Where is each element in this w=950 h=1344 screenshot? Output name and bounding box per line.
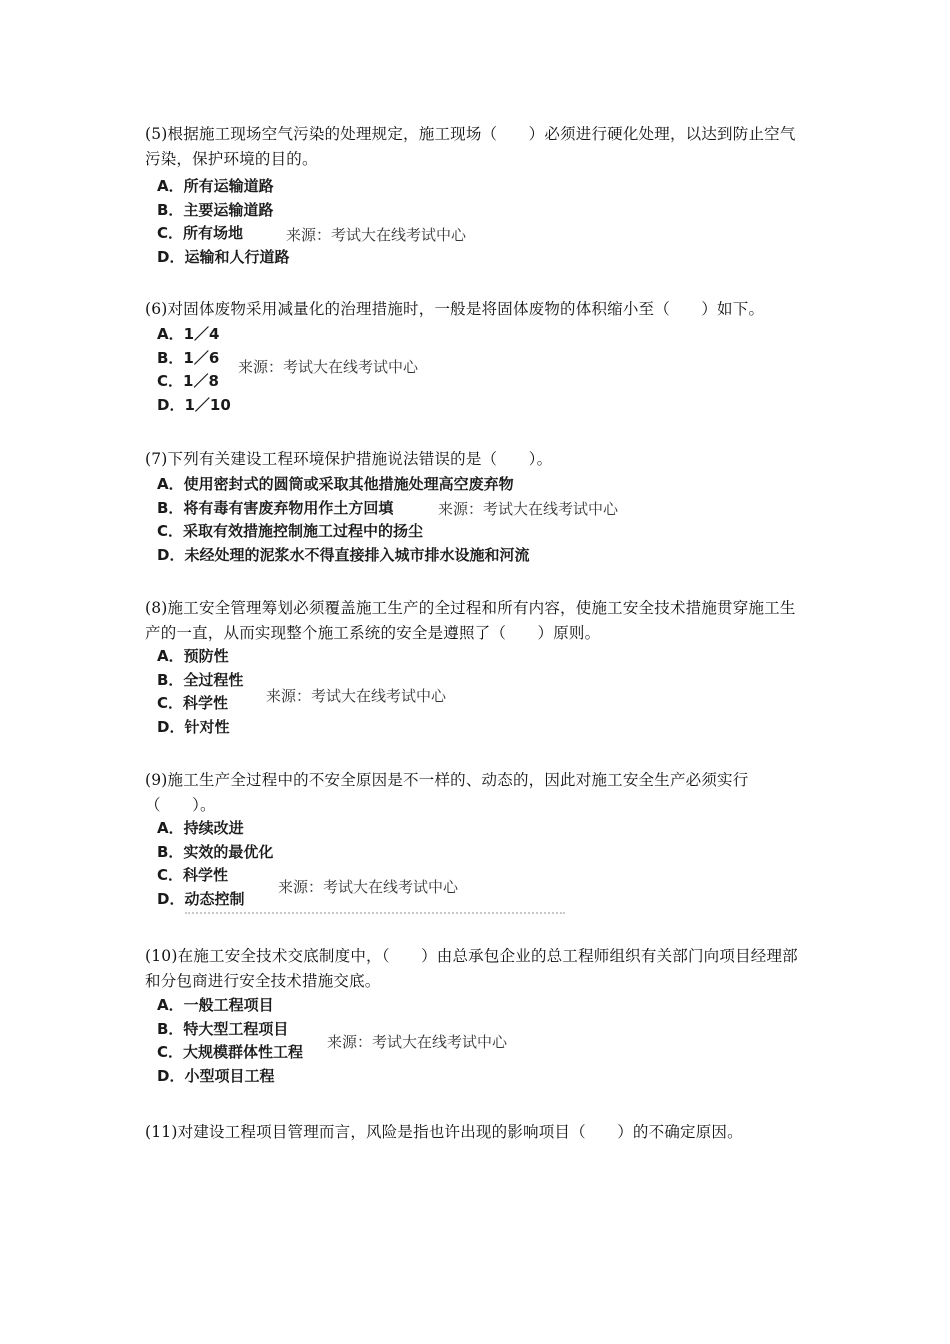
source-watermark: 来源：考试大在线考试中心 bbox=[327, 1033, 508, 1051]
question-8-stem: (8)施工安全管理筹划必须覆盖施工生产的全过程和所有内容，使施工安全技术措施贯穿施工生产的一直，从而实现整个施工系统的安全是遵照了（ ）原则。 bbox=[145, 599, 796, 642]
question-10-stem: (10)在施工安全技术交底制度中，（ ）由总承包企业的总工程师组织有关部门向项目经理部和分包商进行安全技术措施交底。 bbox=[145, 947, 798, 990]
option-d: D．未经处理的泥浆水不得直接排入城市排水设施和河流 bbox=[157, 546, 530, 565]
option-b: B．将有毒有害废弃物用作土方回填 bbox=[157, 498, 394, 517]
source-watermark: 来源：考试大在线考试中心 bbox=[238, 358, 419, 376]
option-d: D．动态控制 bbox=[157, 890, 245, 909]
option-c: C．采取有效措施控制施工过程中的扬尘 bbox=[157, 522, 424, 541]
source-watermark: 来源：考试大在线考试中心 bbox=[438, 500, 619, 518]
source-watermark: 来源：考试大在线考试中心 bbox=[278, 878, 459, 896]
question-11-stem: (11)对建设工程项目管理而言，风险是指也许出现的影响项目（ ）的不确定原因。 bbox=[145, 1123, 743, 1141]
option-b: B．实效的最优化 bbox=[157, 842, 274, 861]
option-c: C．科学性 bbox=[157, 866, 229, 885]
option-d: D．针对性 bbox=[157, 718, 230, 737]
option-b: B．1／6 bbox=[157, 348, 220, 367]
option-b: B．主要运输道路 bbox=[157, 200, 274, 219]
question-8-options bbox=[157, 645, 243, 740]
source-watermark: 来源：考试大在线考试中心 bbox=[266, 687, 447, 705]
option-c: C．大规模群体性工程 bbox=[157, 1043, 304, 1062]
question-5-stem: (5)根据施工现场空气污染的处理规定，施工现场（ ）必须进行硬化处理，以达到防止空气污染，保护环境的目的。 bbox=[145, 125, 796, 168]
option-a: A．持续改进 bbox=[157, 819, 244, 837]
option-b: B．全过程性 bbox=[157, 670, 244, 689]
option-d: D．1／10 bbox=[157, 396, 231, 415]
option-a: A．所有运输道路 bbox=[157, 177, 274, 195]
option-a: A．预防性 bbox=[157, 647, 229, 665]
option-a: A．使用密封式的圆筒或采取其他措施处理高空废弃物 bbox=[157, 475, 514, 493]
option-a: A．一般工程项目 bbox=[157, 996, 274, 1014]
option-d: D．运输和人行道路 bbox=[157, 248, 290, 267]
option-a: A．1／4 bbox=[157, 325, 220, 343]
scan-artifact-divider bbox=[185, 912, 565, 917]
question-9-options bbox=[157, 817, 273, 912]
source-watermark: 来源：考试大在线考试中心 bbox=[286, 226, 467, 244]
question-7-options bbox=[157, 473, 529, 568]
question-6-stem: (6)对固体废物采用减量化的治理措施时，一般是将固体废物的体积缩小至（ ）如下。 bbox=[145, 300, 765, 318]
question-6-options bbox=[157, 323, 231, 418]
question-10-options bbox=[157, 994, 303, 1089]
question-9-stem: (9)施工生产全过程中的不安全原因是不一样的、动态的，因此对施工安全生产必须实行（ ）。 bbox=[145, 771, 749, 814]
option-d: D．小型项目工程 bbox=[157, 1067, 275, 1086]
question-7-stem: (7)下列有关建设工程环境保护措施说法错误的是（ ）。 bbox=[145, 450, 553, 468]
option-c: C．所有场地 bbox=[157, 224, 244, 243]
option-c: C．1／8 bbox=[157, 372, 219, 391]
question-5-options bbox=[157, 175, 289, 270]
option-c: C．科学性 bbox=[157, 694, 229, 713]
option-b: B．特大型工程项目 bbox=[157, 1019, 289, 1038]
